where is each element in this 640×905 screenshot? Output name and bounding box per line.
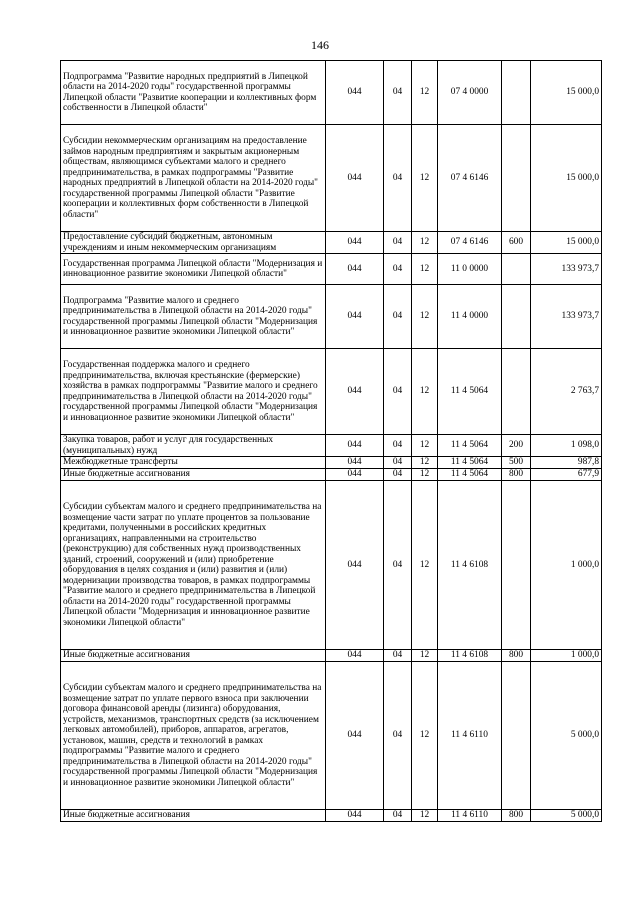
row-target-article: 11 4 6110	[438, 810, 502, 822]
row-ministry-code: 044	[326, 285, 384, 349]
row-subsection-code: 12	[412, 232, 438, 254]
row-amount: 5 000,0	[531, 662, 602, 810]
row-section-code: 04	[384, 125, 412, 232]
row-amount: 1 098,0	[531, 435, 602, 457]
row-name: Субсидии субъектам малого и среднего предпринимательства на возмещение затрат по уплате первого взноса при заключении договора финансовой аренды (лизинга) оборудования, устройств, механизмов, транспортных средств (за исключением легковых автомобилей), приборов, аппаратов, агрегатов, установок, машин, средств и технологий в рамках подпрограммы "Развитие малого и среднего предпринимательства в Липецкой области на 2014-2020 годы" государственной программы Липецкой области "Модернизация и инновационное развитие экономики Липецкой области"	[61, 662, 326, 810]
row-name: Иные бюджетные ассигнования	[61, 469, 326, 481]
row-target-article: 07 4 0000	[438, 61, 502, 125]
row-section-code: 04	[384, 810, 412, 822]
table-row	[61, 232, 602, 254]
row-expense-type	[502, 662, 531, 810]
row-amount: 133 973,7	[531, 254, 602, 285]
row-expense-type	[502, 349, 531, 435]
row-subsection-code: 12	[412, 469, 438, 481]
row-name: Иные бюджетные ассигнования	[61, 650, 326, 662]
row-expense-type	[502, 285, 531, 349]
row-subsection-code: 12	[412, 125, 438, 232]
row-name: Субсидии субъектам малого и среднего предпринимательства на возмещение части затрат по уплате процентов за пользование кредитами, полученными в российских кредитных организациях, направленными на строительство (реконструкцию) для собственных нужд производственных зданий, строений, сооружений и (или) приобретение оборудования в целях создания и (или) развития и (или) модернизации производства товаров, в рамках подпрограммы "Развитие малого и среднего предпринимательства в Липецкой области на 2014-2020 годы" государственной программы Липецкой области "Модернизация и инновационное развитие экономики Липецкой области"	[61, 481, 326, 650]
table-row	[61, 435, 602, 457]
row-ministry-code: 044	[326, 349, 384, 435]
row-subsection-code: 12	[412, 650, 438, 662]
row-amount: 15 000,0	[531, 232, 602, 254]
row-subsection-code: 12	[412, 457, 438, 469]
row-amount: 677,9	[531, 469, 602, 481]
row-name: Подпрограмма "Развитие малого и среднего предпринимательства в Липецкой области на 2014-2020 годы" государственной программы Липецкой области "Модернизация и инновационное развитие экономики Липецкой области"	[61, 285, 326, 349]
row-ministry-code: 044	[326, 457, 384, 469]
row-name: Предоставление субсидий бюджетным, автономным учреждениям и иным некоммерческим организациям	[61, 232, 326, 254]
row-expense-type: 600	[502, 232, 531, 254]
row-section-code: 04	[384, 349, 412, 435]
row-section-code: 04	[384, 650, 412, 662]
table-body	[61, 61, 602, 822]
row-target-article: 11 4 0000	[438, 285, 502, 349]
row-section-code: 04	[384, 61, 412, 125]
row-ministry-code: 044	[326, 435, 384, 457]
row-ministry-code: 044	[326, 254, 384, 285]
row-amount: 15 000,0	[531, 61, 602, 125]
row-amount: 5 000,0	[531, 810, 602, 822]
row-ministry-code: 044	[326, 810, 384, 822]
row-target-article: 11 4 6108	[438, 650, 502, 662]
row-subsection-code: 12	[412, 810, 438, 822]
row-expense-type: 800	[502, 650, 531, 662]
row-section-code: 04	[384, 481, 412, 650]
row-expense-type: 200	[502, 435, 531, 457]
row-section-code: 04	[384, 285, 412, 349]
row-target-article: 11 4 6108	[438, 481, 502, 650]
row-amount: 987,8	[531, 457, 602, 469]
row-subsection-code: 12	[412, 662, 438, 810]
row-ministry-code: 044	[326, 232, 384, 254]
table-row	[61, 349, 602, 435]
row-subsection-code: 12	[412, 435, 438, 457]
row-name: Межбюджетные трансферты	[61, 457, 326, 469]
row-name: Субсидии некоммерческим организациям на предоставление займов народным предприятиям и закрытым акционерным обществам, являющимся субъектами малого и среднего предпринимательства, в рамках подпрограммы "Развитие народных предприятий в Липецкой области на 2014-2020 годы" государственной программы Липецкой области "Развитие кооперации и коллективных форм собственности в Липецкой области"	[61, 125, 326, 232]
row-ministry-code: 044	[326, 481, 384, 650]
row-ministry-code: 044	[326, 650, 384, 662]
table-row	[61, 662, 602, 810]
row-amount: 1 000,0	[531, 650, 602, 662]
table-row	[61, 285, 602, 349]
row-target-article: 11 4 5064	[438, 469, 502, 481]
row-ministry-code: 044	[326, 469, 384, 481]
row-subsection-code: 12	[412, 285, 438, 349]
row-subsection-code: 12	[412, 349, 438, 435]
table-row	[61, 810, 602, 822]
row-name: Иные бюджетные ассигнования	[61, 810, 326, 822]
row-amount: 15 000,0	[531, 125, 602, 232]
table-row	[61, 254, 602, 285]
row-expense-type: 500	[502, 457, 531, 469]
table-row	[61, 650, 602, 662]
row-name: Государственная поддержка малого и среднего предпринимательства, включая крестьянские (фермерские) хозяйства в рамках подпрограммы "Развитие малого и среднего предпринимательства в Липецкой области на 2014-2020 годы" государственной программы Липецкой области "Модернизация и инновационное развитие экономики Липецкой области"	[61, 349, 326, 435]
table-row	[61, 125, 602, 232]
row-target-article: 11 4 5064	[438, 435, 502, 457]
row-amount: 2 763,7	[531, 349, 602, 435]
row-target-article: 11 4 5064	[438, 349, 502, 435]
row-ministry-code: 044	[326, 662, 384, 810]
row-target-article: 11 4 5064	[438, 457, 502, 469]
row-expense-type	[502, 481, 531, 650]
row-target-article: 11 0 0000	[438, 254, 502, 285]
row-expense-type: 800	[502, 469, 531, 481]
row-name: Государственная программа Липецкой области "Модернизация и инновационное развитие экономики Липецкой области"	[61, 254, 326, 285]
row-section-code: 04	[384, 254, 412, 285]
row-ministry-code: 044	[326, 61, 384, 125]
row-expense-type	[502, 125, 531, 232]
row-section-code: 04	[384, 435, 412, 457]
row-amount: 1 000,0	[531, 481, 602, 650]
table-row	[61, 481, 602, 650]
row-section-code: 04	[384, 232, 412, 254]
row-target-article: 07 4 6146	[438, 232, 502, 254]
row-name: Закупка товаров, работ и услуг для государственных (муниципальных) нужд	[61, 435, 326, 457]
row-section-code: 04	[384, 469, 412, 481]
table-row	[61, 61, 602, 125]
row-ministry-code: 044	[326, 125, 384, 232]
row-name: Подпрограмма "Развитие народных предприятий в Липецкой области на 2014-2020 годы" государственной программы Липецкой области "Развитие кооперации и коллективных форм собственности в Липецкой области"	[61, 61, 326, 125]
row-section-code: 04	[384, 662, 412, 810]
row-target-article: 07 4 6146	[438, 125, 502, 232]
budget-table	[60, 60, 602, 822]
row-expense-type: 800	[502, 810, 531, 822]
row-expense-type	[502, 254, 531, 285]
page-number: 146	[311, 38, 329, 52]
row-subsection-code: 12	[412, 61, 438, 125]
table-row	[61, 469, 602, 481]
row-subsection-code: 12	[412, 481, 438, 650]
row-section-code: 04	[384, 457, 412, 469]
row-target-article: 11 4 6110	[438, 662, 502, 810]
table-row	[61, 457, 602, 469]
row-expense-type	[502, 61, 531, 125]
row-amount: 133 973,7	[531, 285, 602, 349]
row-subsection-code: 12	[412, 254, 438, 285]
